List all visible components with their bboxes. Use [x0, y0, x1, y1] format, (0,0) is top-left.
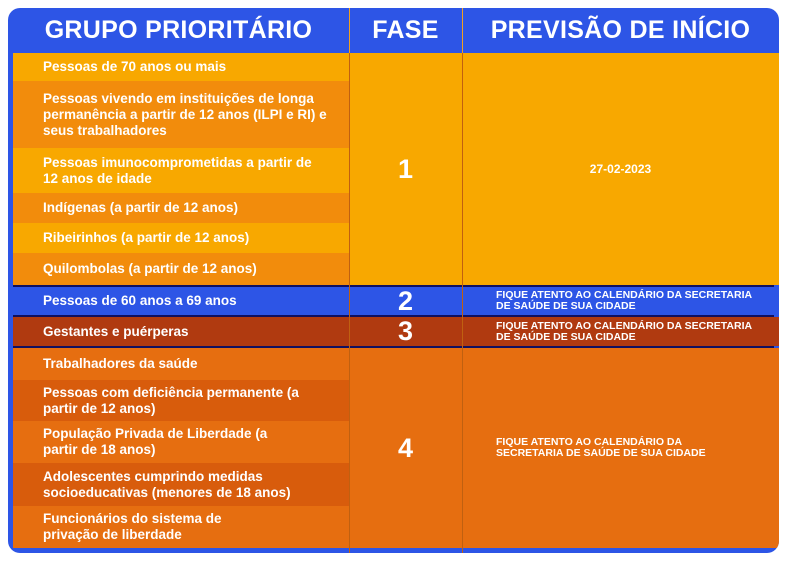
fase1-row [8, 53, 779, 285]
list-item: Gestantes e puérperas [13, 317, 349, 346]
list-item: Trabalhadores da saúde [13, 348, 349, 380]
previsao-text: FIQUE ATENTO AO CALENDÁRIO DA SECRETARIA DE SAÚDE DE SUA CIDADE [462, 348, 779, 548]
previsao-text: FIQUE ATENTO AO CALENDÁRIO DA SECRETARIA DE SAÚDE DE SUA CIDADE [462, 317, 779, 346]
list-item: Funcionários do sistema de privação de liberdade [13, 506, 349, 548]
fase-number: 3 [349, 317, 462, 346]
column-divider [349, 53, 350, 553]
list-item: Pessoas com deficiência permanente (a partir de 12 anos) [13, 380, 349, 421]
previsao-text: FIQUE ATENTO AO CALENDÁRIO DA SECRETARIA DE SAÚDE DE SUA CIDADE [462, 287, 779, 315]
header-divider [349, 8, 350, 53]
list-item: Pessoas de 70 anos ou mais [13, 53, 349, 81]
list-item: Ribeirinhos (a partir de 12 anos) [13, 223, 349, 253]
list-item: População Privada de Liberdade (a partir de 18 anos) [13, 421, 349, 463]
fase-number: 2 [349, 287, 462, 315]
list-item: Pessoas de 60 anos a 69 anos [13, 287, 349, 315]
list-item: Pessoas vivendo em instituições de longa permanência a partir de 12 anos (ILPI e RI) e seus trabalhadores [13, 81, 349, 148]
fase-number: 1 [349, 53, 462, 285]
fase3-row [8, 317, 779, 346]
header-fase: FASE [372, 16, 439, 44]
table-header [8, 8, 779, 53]
fase4-row [8, 348, 779, 548]
header-grupo: GRUPO PRIORITÁRIO [44, 16, 313, 44]
list-item: Adolescentes cumprindo medidas socioeducativas (menores de 18 anos) [13, 463, 349, 506]
vaccination-schedule-table [8, 8, 779, 553]
list-item: Quilombolas (a partir de 12 anos) [13, 253, 349, 285]
previsao-date: 27-02-2023 [462, 53, 779, 285]
header-divider [462, 8, 463, 53]
fase-number: 4 [349, 348, 462, 548]
list-item: Indígenas (a partir de 12 anos) [13, 193, 349, 223]
column-divider [462, 53, 463, 553]
header-previsao: PREVISÃO DE INÍCIO [490, 16, 751, 44]
list-item: Pessoas imunocomprometidas a partir de 12 anos de idade [13, 148, 349, 193]
fase2-row [8, 287, 779, 315]
